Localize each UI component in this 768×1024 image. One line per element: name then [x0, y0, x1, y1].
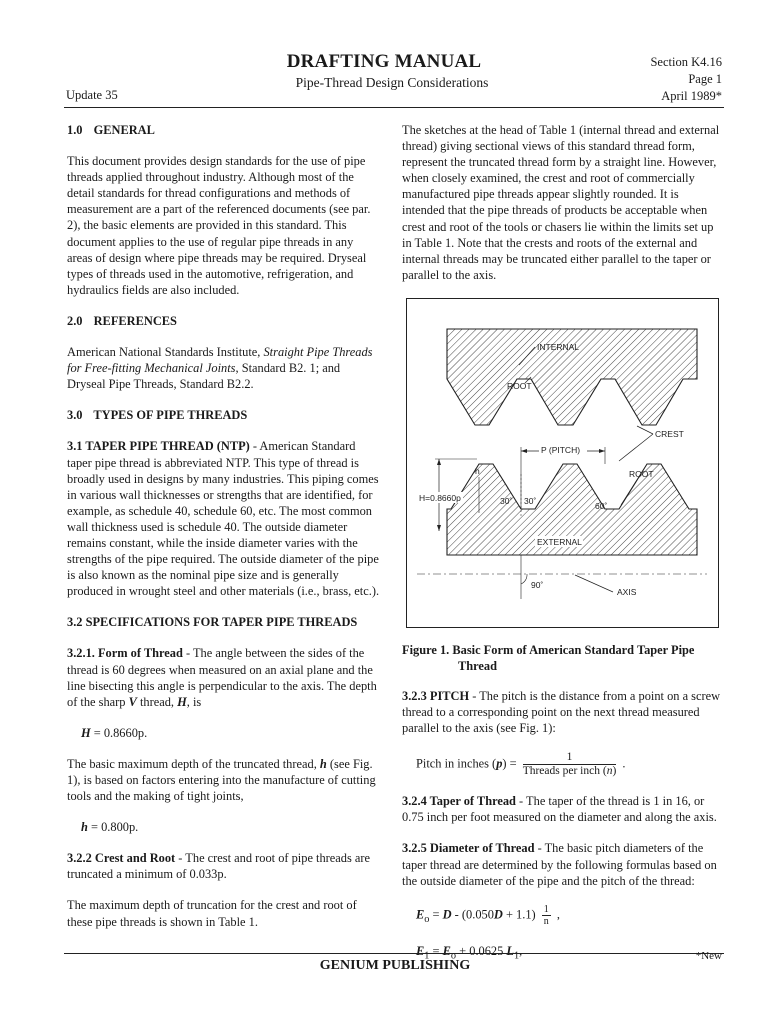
label-root-top: ROOT — [507, 380, 532, 391]
figure-thread-form — [406, 298, 719, 628]
section-heading-types: 3.0 TYPES OF PIPE THREADS — [67, 408, 248, 423]
label-external: EXTERNAL — [537, 536, 582, 547]
truncation-paragraph: The maximum depth of truncation for the crest and root of these pipe threads is shown in Table 1. — [67, 898, 357, 929]
section-heading-specifications: 3.2 SPECIFICATIONS FOR TAPER PIPE THREADS — [67, 615, 358, 630]
label-pitch: P (PITCH) — [541, 444, 581, 455]
pitch-paragraph: 3.2.3 PITCH - The pitch is the distance from a point on a screw thread to a corresponding point on the next thread measured parallel to the axis (see Fig. 1): — [402, 688, 721, 736]
label-root-right: ROOT — [629, 468, 654, 479]
sketches-paragraph: The sketches at the head of Table 1 (internal thread and external thread) giving sectional views of this standard thread form, represent the truncated thread form by a straight line. However, when closely examined, the crest and root of commercially manufactured pipe threads appear slightly rounded. It is intended that the pipe threads of products be acceptable when crest and root of the tools or chasers lie within the limits set up in Table 1. Note that the crests and roots of the external and internal threads may be truncated either parallel to the taper or parallel to the axis. — [402, 123, 720, 282]
section-number: Section K4.16 — [650, 55, 722, 69]
issue-date: April 1989* — [661, 89, 722, 103]
references-paragraph: American National Standards Institute, Straight Pipe Threads for Free-fitting Mechanical Joints, Standard B2. 1; and Dryseal Pipe Threads, Standard B2.2. — [67, 345, 373, 392]
page-number: Page 1 — [688, 72, 722, 86]
section-info — [650, 54, 722, 105]
label-angle-90: 90˚ — [531, 579, 544, 590]
update-label: Update 35 — [66, 88, 118, 102]
publisher-name: GENIUM PUBLISHING — [319, 958, 471, 973]
right-column — [402, 122, 724, 979]
taper-pipe-thread-paragraph: 3.1 TAPER PIPE THREAD (NTP) - American Standard taper pipe thread is abbreviated NTP. This type of thread is broadly used in designs by many industries. This piping comes in various wall thicknesses or strengths that are identified, for example, as schedule 40, schedule 60, etc. The most common wall thickness used is schedule 40. The outside diameter remains constant, while the inside diameter varies with the strengths of the pipe required. The outside diameter of the pipe is also known as the nominal pipe size and is generally produced in wrought steel and other materials (i.e., brass, etc.). — [67, 439, 380, 599]
label-angle-60: 60˚ — [595, 500, 608, 511]
label-H: H=0.8660p — [419, 492, 461, 503]
truncated-depth-paragraph: The basic maximum depth of the truncated thread, h (see Fig. 1), is based on factors entering into the manufacture of cutting tools and the making of tight joints, — [67, 756, 376, 804]
figure-caption: Figure 1. Basic Form of American Standard Taper Pipe Thread — [402, 642, 695, 673]
taper-paragraph: 3.2.4 Taper of Thread - The taper of the thread is 1 in 16, or 0.75 inch per foot measured on the diameter and along the axis. — [402, 794, 717, 825]
formula-H: H = 0.8660p. — [81, 725, 148, 740]
label-angle-30-right: 30˚ — [524, 495, 537, 506]
footer-rule — [64, 953, 724, 954]
label-internal: INTERNAL — [537, 341, 580, 352]
crest-root-paragraph: 3.2.2 Crest and Root - The crest and root of pipe threads are truncated a minimum of 0.033p. — [67, 851, 371, 882]
section-heading-references: 2.0 REFERENCES — [67, 313, 177, 328]
general-paragraph: This document provides design standards for the use of pipe threads applied throughout industry. Although most of the detail standards for thread configurations and methods of measurement are a part of the referenced documents (see par. 2), the basic elements are provided in this standard. This document applies to the use of regular pipe threads in any areas of design where pipe threads may be required. Dryseal types of threads used in the automotive, refrigeration, and hydraulics fields are also included. — [67, 154, 371, 297]
document-title: DRAFTING MANUAL — [286, 51, 482, 72]
formula-Eo: $E_o = D - (0.050D + 1.1)$ $\frac{1}{n}$ , — [416, 903, 560, 927]
label-axis: AXIS — [617, 586, 637, 597]
label-crest: CREST — [655, 428, 684, 439]
thread-diagram — [407, 299, 720, 629]
diameter-paragraph: 3.2.5 Diameter of Thread - The basic pitch diameters of the taper thread are determined by the following formulas based on the outside diameter of the pipe and the pitch of the thread: — [402, 841, 717, 888]
section-heading-general: 1.0 GENERAL — [67, 123, 155, 137]
formula-h: h = 0.800p. — [81, 820, 139, 835]
label-angle-30-left: 30˚ — [500, 495, 513, 506]
label-h: h — [475, 465, 480, 476]
form-of-thread-paragraph: 3.2.1. Form of Thread - The angle between the sides of the thread is 60 degrees when measured on an axial plane and the line bisecting this angle is perpendicular to the axis. The depth of the sharp V thread, H, is — [67, 646, 377, 709]
formula-E1: $E_1 = E_o + 0.0625$ $L_1$, — [416, 943, 523, 962]
header-rule — [64, 107, 724, 108]
new-note: *New — [695, 950, 722, 962]
document-subtitle: Pipe-Thread Design Considerations — [295, 75, 489, 90]
left-column — [67, 122, 381, 945]
formula-pitch: Pitch in inches (p) = $\frac{1}{\text{Threads per inch (n)}}$ . — [416, 751, 626, 778]
